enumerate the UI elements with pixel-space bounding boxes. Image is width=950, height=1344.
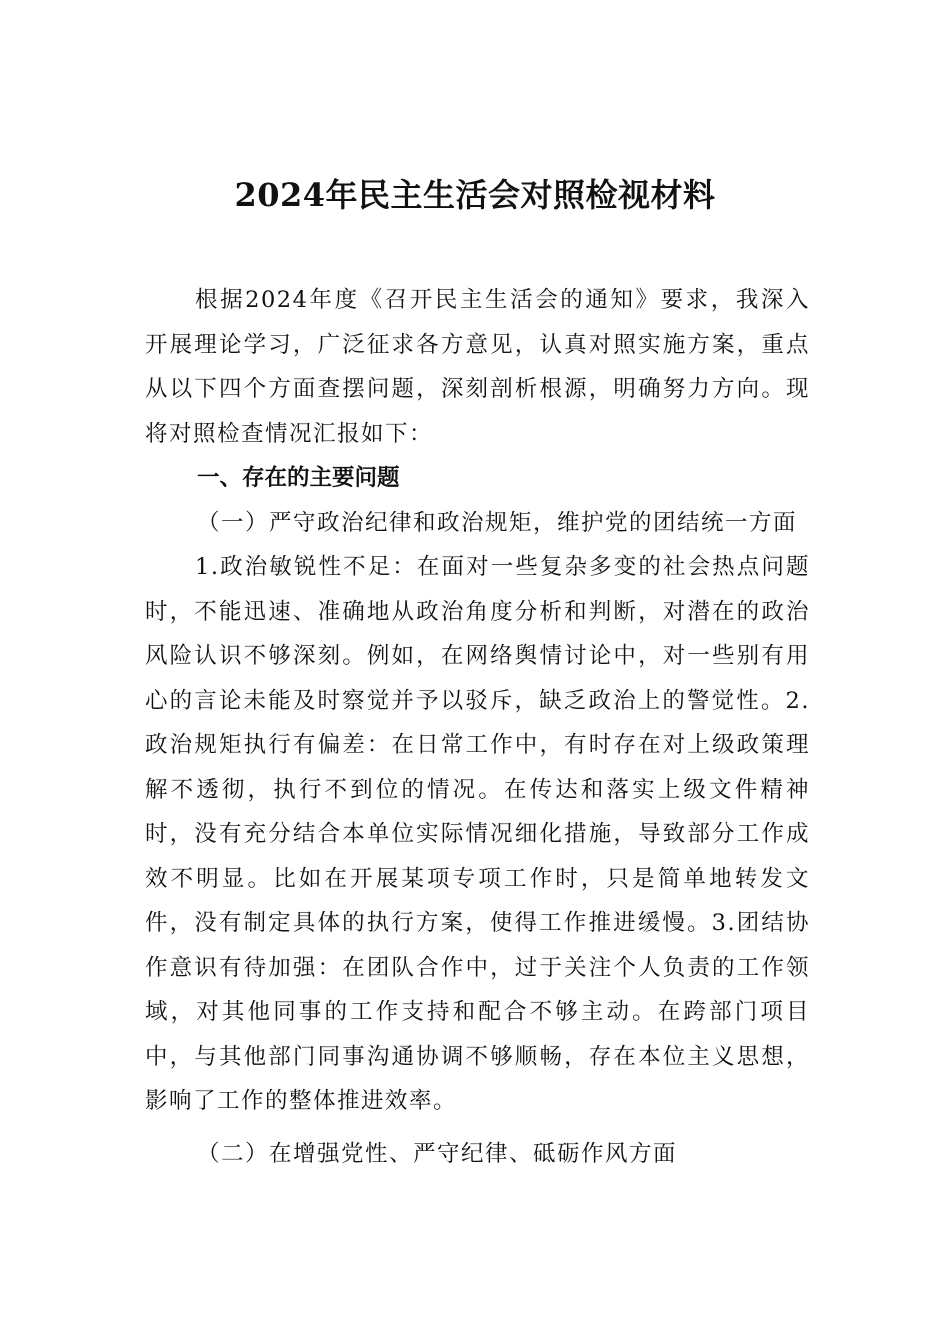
subsection-heading-political-discipline: （一）严守政治纪律和政治规矩，维护党的团结统一方面 bbox=[197, 509, 798, 536]
document-body bbox=[145, 278, 810, 1176]
intro-paragraph: 根据2024年度《召开民主生活会的通知》要求，我深入开展理论学习，广泛征求各方意见，认真对照实施方案，重点从以下四个方面查摆问题，深刻剖析根源，明确努力方向。现将对照检查情况汇报如下： bbox=[145, 287, 810, 447]
section-heading-problems: 一、存在的主要问题 bbox=[197, 465, 400, 491]
document-title: 2024年民主生活会对照检视材料 bbox=[234, 176, 716, 214]
subsection-heading-party-spirit: （二）在增强党性、严守纪律、砥砺作风方面 bbox=[197, 1140, 678, 1167]
subsection-body-political-discipline: 1.政治敏锐性不足：在面对一些复杂多变的社会热点问题时，不能迅速、准确地从政治角度分析和判断，对潜在的政治风险认识不够深刻。例如，在网络舆情讨论中，对一些别有用心的言论未能及时察觉并予以驳斥，缺乏政治上的警觉性。2.政治规矩执行有偏差：在日常工作中，有时存在对上级政策理解不透彻，执行不到位的情况。在传达和落实上级文件精神时，没有充分结合本单位实际情况细化措施，导致部分工作成效不明显。比如在开展某项专项工作时，只是简单地转发文件，没有制定具体的执行方案，使得工作推进缓慢。3.团结协作意识有待加强：在团队合作中，过于关注个人负责的工作领域，对其他同事的工作支持和配合不够主动。在跨部门项目中，与其他部门同事沟通协调不够顺畅，存在本位主义思想，影响了工作的整体推进效率。 bbox=[145, 554, 810, 1114]
